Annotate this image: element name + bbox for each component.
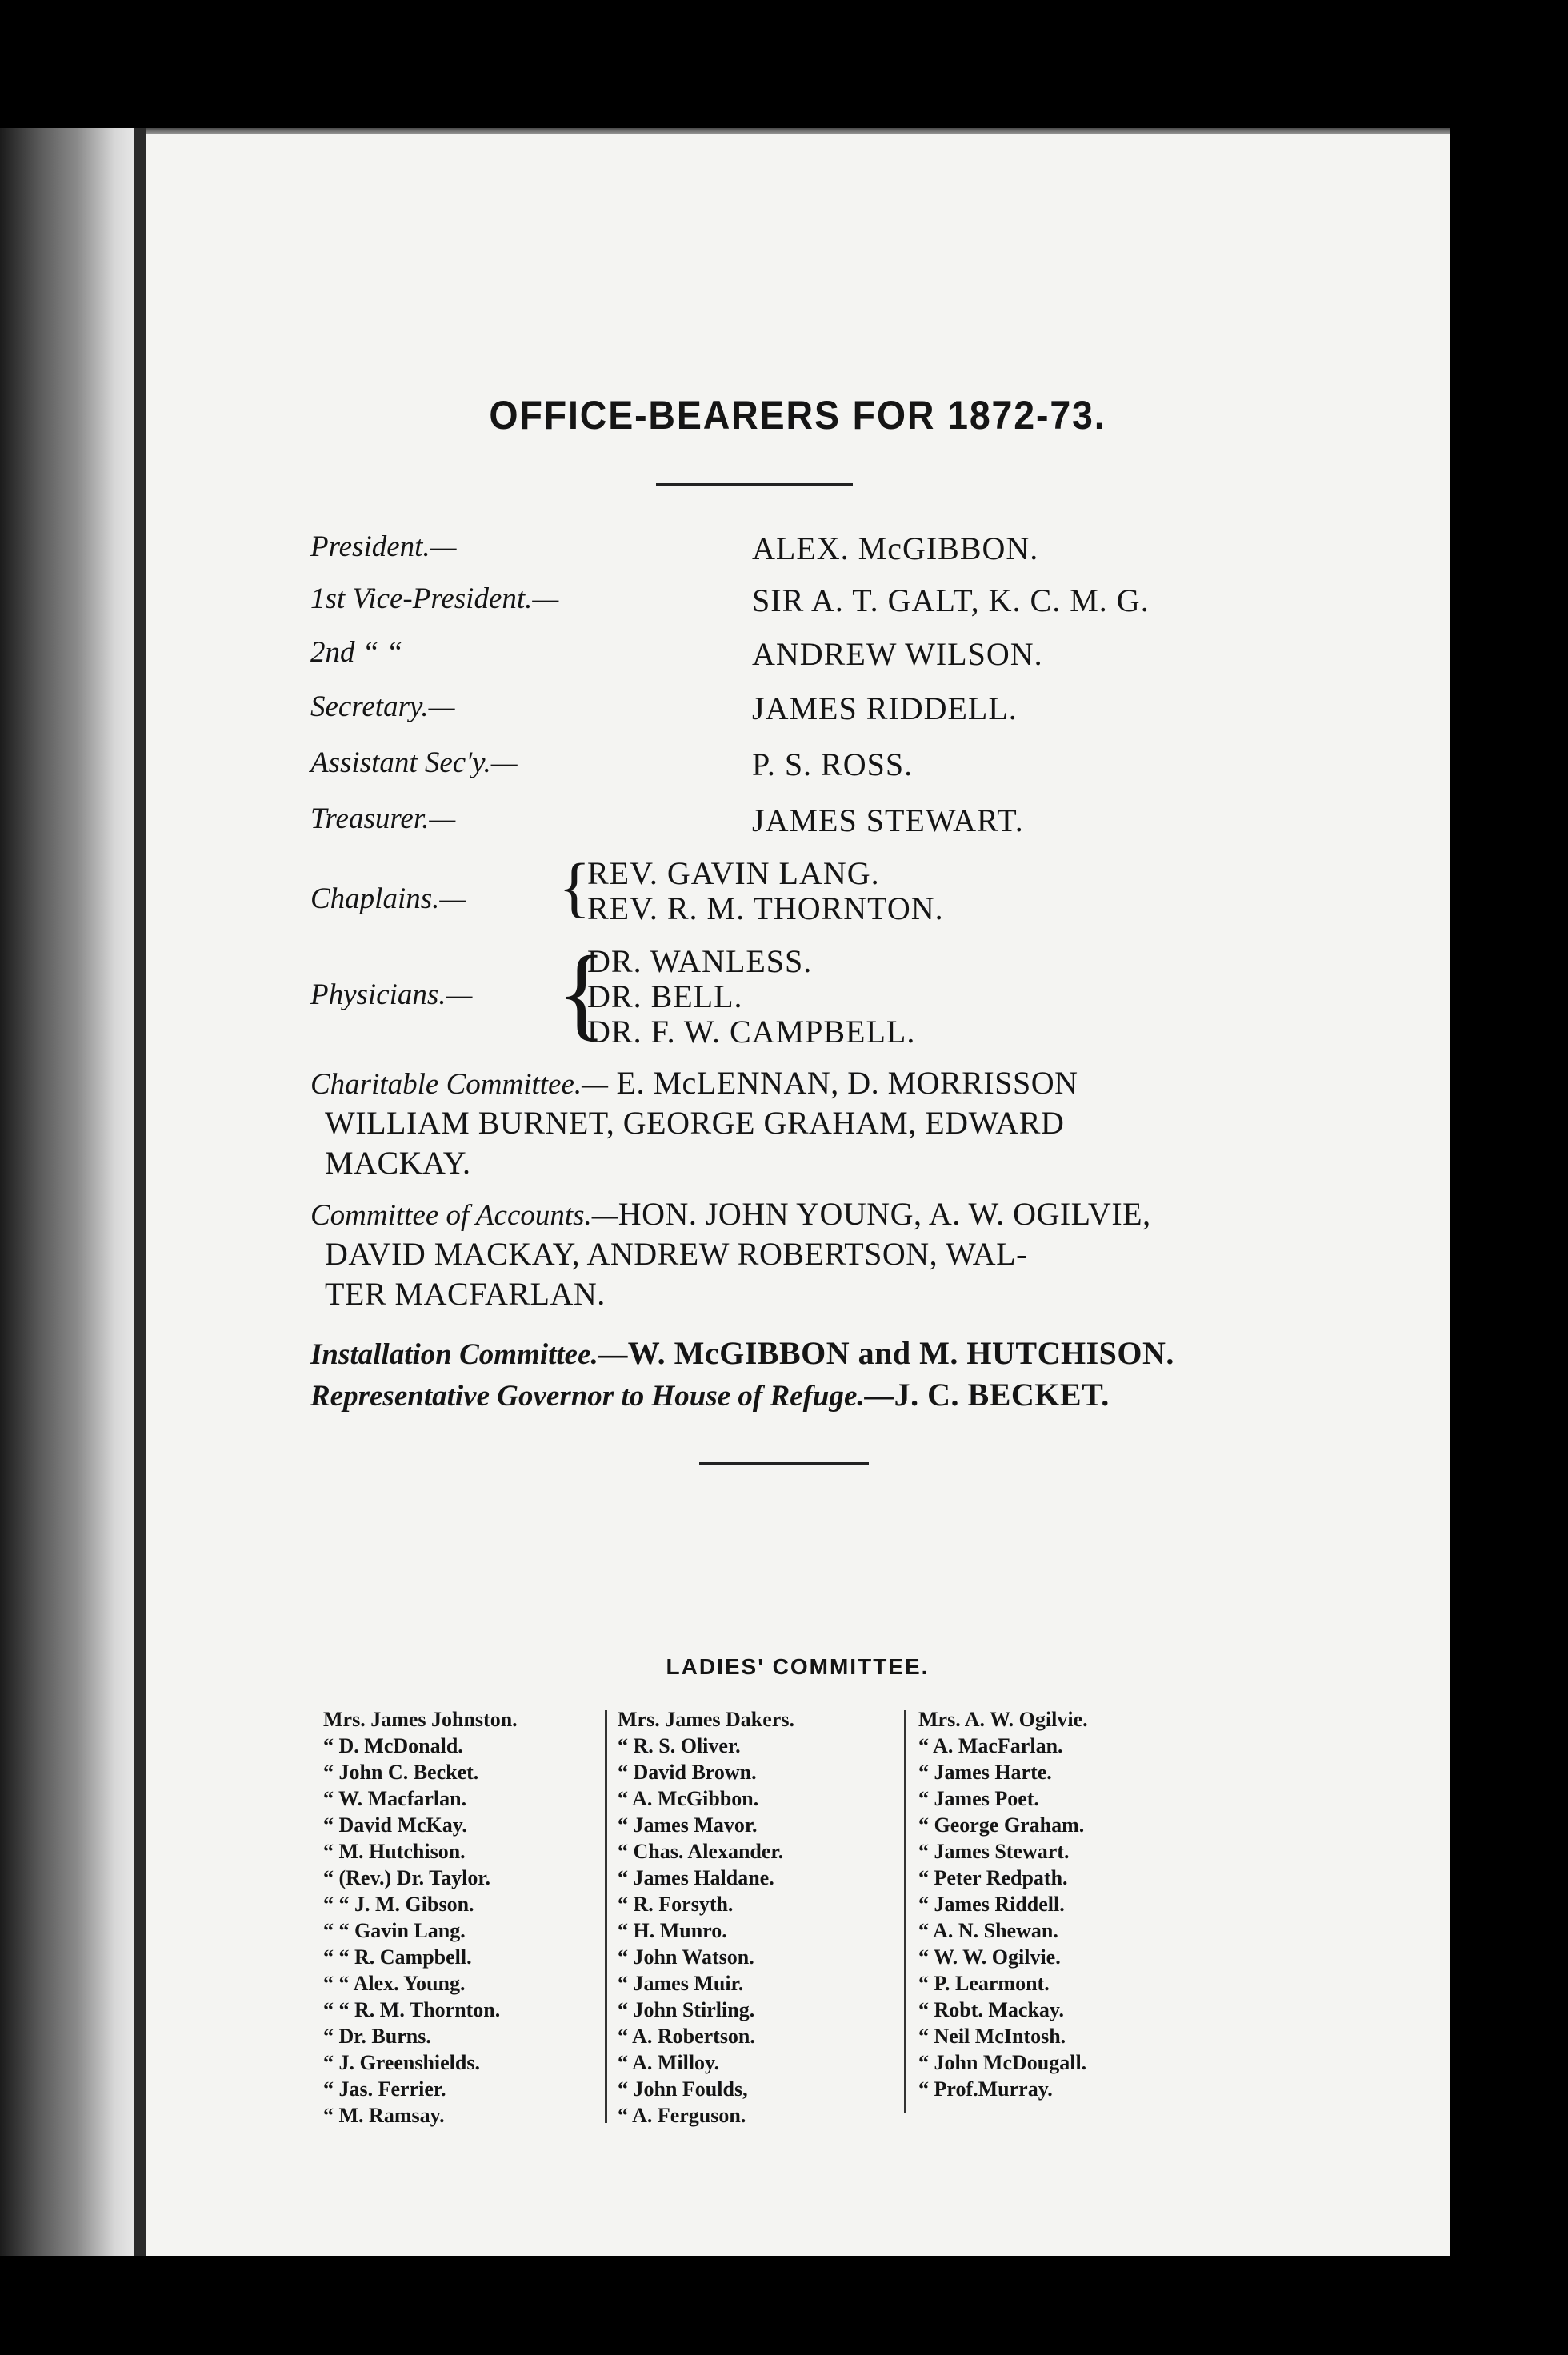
ladies-list-item: “ M. Ramsay. xyxy=(323,2104,445,2127)
ladies-list-item: Mrs. James Johnston. xyxy=(323,1708,518,1731)
ladies-list-item: “ “ J. M. Gibson. xyxy=(323,1893,474,1916)
officer-label: President.— xyxy=(310,530,457,563)
physician-name: DR. F. W. CAMPBELL. xyxy=(587,1014,916,1050)
accounts-committee-line-3: TER MACFARLAN. xyxy=(325,1276,606,1312)
ladies-list-item: “ D. McDonald. xyxy=(323,1734,463,1757)
ladies-list-item: “ A. N. Shewan. xyxy=(918,1919,1058,1942)
ladies-list-item: “ A. McGibbon. xyxy=(618,1787,759,1810)
officer-name: P. S. ROSS. xyxy=(752,746,914,782)
installation-committee xyxy=(310,1334,1174,1372)
ladies-list-item: “ A. Ferguson. xyxy=(618,2104,746,2127)
ladies-list-item: “ M. Hutchison. xyxy=(323,1840,466,1863)
accounts-committee-label: Committee of Accounts.— xyxy=(310,1199,618,1232)
chaplains-label: Chaplains.— xyxy=(310,882,466,915)
ladies-list-item: “ John Foulds, xyxy=(618,2077,748,2101)
section-rule xyxy=(699,1462,869,1465)
ladies-list-item: “ “ R. Campbell. xyxy=(323,1945,472,1969)
charitable-committee-line-3: MACKAY. xyxy=(325,1145,471,1181)
ladies-list-item: “ A. MacFarlan. xyxy=(918,1734,1063,1757)
book-binding xyxy=(0,128,140,2256)
physician-name: DR. BELL. xyxy=(587,978,743,1014)
ladies-column-3 xyxy=(918,1706,1088,2102)
ladies-list-item: “ John C. Becket. xyxy=(323,1761,479,1784)
ladies-list-item: “ “ Gavin Lang. xyxy=(323,1919,466,1942)
ladies-list-item: “ James Riddell. xyxy=(918,1893,1065,1916)
charitable-committee-label: Charitable Committee.— xyxy=(310,1068,609,1101)
ladies-list-item: “ David Brown. xyxy=(618,1761,757,1784)
ladies-column-2 xyxy=(618,1706,794,2129)
ladies-list-item: “ “ Alex. Young. xyxy=(323,1972,466,1995)
ladies-list-item: “ Jas. Ferrier. xyxy=(323,2077,446,2101)
ladies-list-item: “ A. Milloy. xyxy=(618,2051,720,2074)
installation-committee-label: Installation Committee.— xyxy=(310,1338,628,1371)
ladies-list-item: “ James Mavor. xyxy=(618,1813,758,1837)
ladies-list-item: “ J. Greenshields. xyxy=(323,2051,480,2074)
ladies-list-item: “ Chas. Alexander. xyxy=(618,1840,784,1863)
ladies-list-item: “ James Harte. xyxy=(918,1761,1052,1784)
representative-governor-name: J. C. BECKET. xyxy=(894,1377,1110,1413)
ladies-list-item: “ A. Robertson. xyxy=(618,2025,755,2048)
ladies-column-1 xyxy=(323,1706,518,2129)
column-divider xyxy=(605,1710,607,2123)
officer-name: ANDREW WILSON. xyxy=(752,636,1043,672)
ladies-list-item: Mrs. James Dakers. xyxy=(618,1708,794,1731)
charitable-committee-names: E. McLENNAN, D. MORRISSON xyxy=(608,1065,1078,1101)
chaplain-name: REV. R. M. THORNTON. xyxy=(587,890,944,926)
ladies-list-item: “ John Watson. xyxy=(618,1945,754,1969)
officer-label: Assistant Sec'y.— xyxy=(310,746,518,779)
title-rule xyxy=(656,483,853,486)
officer-label: 2nd “ “ xyxy=(310,636,403,669)
officer-name: ALEX. McGIBBON. xyxy=(752,530,1039,566)
installation-committee-names: W. McGIBBON and M. HUTCHISON. xyxy=(627,1335,1174,1371)
ladies-list-item: “ Neil McIntosh. xyxy=(918,2025,1066,2048)
ladies-list-item: “ James Poet. xyxy=(918,1787,1039,1810)
ladies-list-item: Mrs. A. W. Ogilvie. xyxy=(918,1708,1088,1731)
officer-name: JAMES STEWART. xyxy=(752,802,1024,838)
ladies-list-item: “ Peter Redpath. xyxy=(918,1866,1068,1889)
accounts-committee-line-2: DAVID MACKAY, ANDREW ROBERTSON, WAL- xyxy=(325,1236,1027,1272)
accounts-committee-names: HON. JOHN YOUNG, A. W. OGILVIE, xyxy=(618,1196,1151,1232)
ladies-list-item: “ George Graham. xyxy=(918,1813,1085,1837)
officer-name: SIR A. T. GALT, K. C. M. G. xyxy=(752,582,1150,618)
ladies-committee-title: LADIES' COMMITTEE. xyxy=(666,1654,930,1679)
ladies-list-item: “ James Haldane. xyxy=(618,1866,774,1889)
charitable-committee-line-1 xyxy=(310,1064,1078,1102)
officer-name: JAMES RIDDELL. xyxy=(752,690,1018,726)
ladies-list-item: “ David McKay. xyxy=(323,1813,467,1837)
officer-label: Secretary.— xyxy=(310,690,455,723)
binding-edge xyxy=(134,128,146,2256)
ladies-list-item: “ Robt. Mackay. xyxy=(918,1998,1064,2021)
page-title: OFFICE-BEARERS FOR 1872-73. xyxy=(489,393,1106,438)
physicians-brace: { xyxy=(557,935,607,1050)
ladies-list-item: “ James Muir. xyxy=(618,1972,744,1995)
ladies-list-item: “ W. Macfarlan. xyxy=(323,1787,467,1810)
document-page xyxy=(146,134,1450,2256)
representative-governor xyxy=(310,1376,1110,1413)
ladies-list-item: “ James Stewart. xyxy=(918,1840,1070,1863)
ladies-list-item: “ Prof.Murray. xyxy=(918,2077,1053,2101)
ladies-list-item: “ P. Learmont. xyxy=(918,1972,1050,1995)
ladies-list-item: “ H. Munro. xyxy=(618,1919,727,1942)
representative-governor-label: Representative Governor to House of Refuge.— xyxy=(310,1380,894,1413)
ladies-list-item: “ John Stirling. xyxy=(618,1998,755,2021)
physicians-label: Physicians.— xyxy=(310,978,473,1011)
chaplain-name: REV. GAVIN LANG. xyxy=(587,855,880,891)
ladies-list-item: “ R. S. Oliver. xyxy=(618,1734,741,1757)
officer-label: Treasurer.— xyxy=(310,802,456,835)
officer-label: 1st Vice-President.— xyxy=(310,582,559,615)
ladies-list-item: “ (Rev.) Dr. Taylor. xyxy=(323,1866,490,1889)
physician-name: DR. WANLESS. xyxy=(587,943,813,979)
chaplains-brace: { xyxy=(558,850,591,925)
accounts-committee-line-1 xyxy=(310,1195,1151,1233)
column-divider xyxy=(904,1710,906,2113)
ladies-list-item: “ R. Forsyth. xyxy=(618,1893,734,1916)
charitable-committee-line-2: WILLIAM BURNET, GEORGE GRAHAM, EDWARD xyxy=(325,1105,1065,1141)
ladies-list-item: “ John McDougall. xyxy=(918,2051,1087,2074)
ladies-list-item: “ W. W. Ogilvie. xyxy=(918,1945,1061,1969)
ladies-list-item: “ “ R. M. Thornton. xyxy=(323,1998,501,2021)
ladies-list-item: “ Dr. Burns. xyxy=(323,2025,431,2048)
